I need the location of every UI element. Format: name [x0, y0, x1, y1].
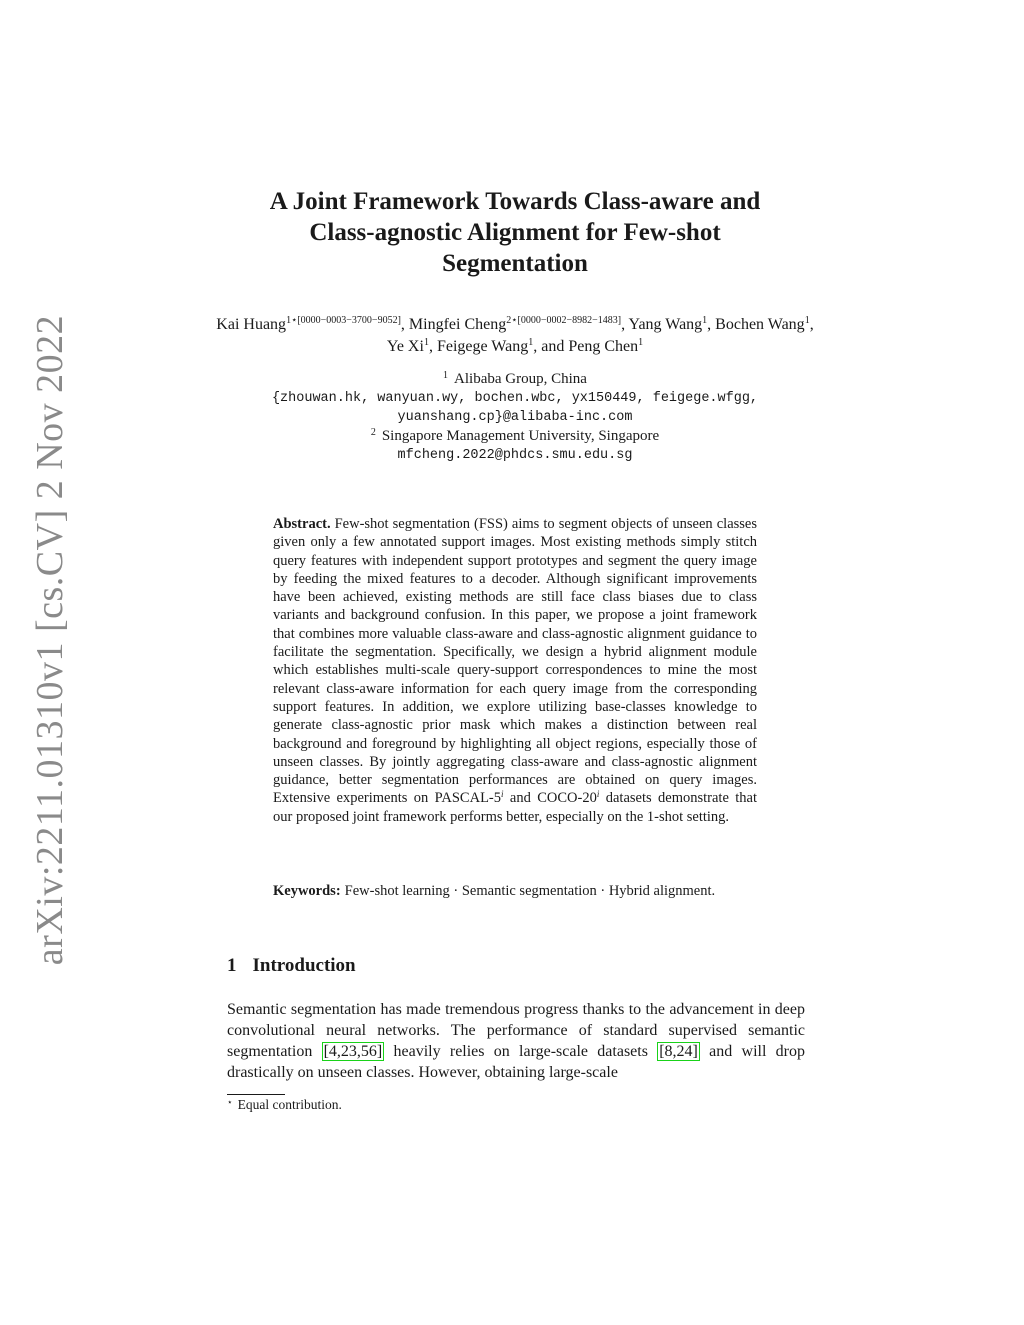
- arxiv-identifier-stamp: arXiv:2211.01310v1 [cs.CV] 2 Nov 2022: [29, 314, 71, 966]
- affiliations: [215, 370, 815, 465]
- section-title: Introduction: [252, 955, 356, 976]
- footnote-rule: [227, 1094, 285, 1095]
- affiliation-emails: {zhouwan.hk, wanyuan.wy, bochen.wbc, yx150449, feigege.wfgg,: [271, 391, 759, 406]
- keywords-text: Few-shot learning · Semantic segmentation · Hybrid alignment.: [344, 883, 716, 899]
- superscript-i: i: [596, 789, 600, 800]
- author-superscript: 1⋆[0000−0003−3700−9052]: [286, 315, 401, 326]
- affiliation-emails: yuanshang.cp}@alibaba-inc.com: [397, 410, 633, 425]
- author-name: Bochen Wang: [715, 316, 805, 333]
- affiliation-mark: 2: [370, 427, 376, 438]
- abstract-text: Few-shot segmentation (FSS) aims to segment objects of unseen classes given only a few annotated support images. Most existing methods simply stitch query features with independent support prototypes and segment the query image by feeding the mixed features to a decoder. Although significant improvements have been achieved, existing methods are still face class biases due to class variants and background confusion. In this paper, we propose a joint framework that combines more valuable class-aware and class-agnostic alignment guidance to facilitate the segmentation. Specifically, we design a hybrid alignment module which establishes multi-scale query-support correspondences to mine the most relevant class-aware information for each query image from the corresponding support features. In addition, we explore utilizing base-classes knowledge to generate class-agnostic prior mask which makes a distinction between real background and foreground by highlighting all object regions, especially those of unseen classes. By jointly aggregating class-aware and class-agnostic alignment guidance, better segmentation performances are obtained on query images. Extensive experiments on PASCAL-5: [273, 516, 757, 807]
- author-superscript: 1: [804, 315, 810, 326]
- keywords: [273, 882, 757, 900]
- author-list: Kai Huang$^{1⋆[0000-0003-3700-9052]}$, Mingfei Cheng$^{2⋆[0000-0002-8982-1483]}$, Yang Wang$^1$, Bochen Wang$^1$, Ye Xi$^1$, Feigege Wang$^1$, and Peng Chen$^1$: [216, 315, 814, 355]
- author-superscript: 1: [423, 337, 429, 348]
- title-line: Class-agnostic Alignment for Few-shot: [309, 219, 721, 246]
- author-name: Kai Huang: [216, 316, 287, 333]
- abstract: [273, 515, 757, 826]
- intro-text: Semantic segmentation has made tremendous progress thanks to the advancement in deep convolutional neural networks. The performance of standard supervised semantic segmentation: [227, 1001, 805, 1060]
- superscript-i: i: [501, 789, 504, 800]
- affiliation-name: Singapore Management University, Singapore: [381, 428, 660, 444]
- author-name: Yang Wang: [628, 316, 703, 333]
- citation-link[interactable]: [4,23,56]: [323, 1043, 383, 1060]
- author-conjunction: and: [541, 338, 565, 355]
- footnote: [227, 1097, 342, 1113]
- keywords-label: Keywords:: [273, 883, 341, 899]
- affiliation-email: mfcheng.2022@phdcs.smu.edu.sg: [397, 448, 633, 463]
- footnote-mark: ⋆: [227, 1097, 233, 1107]
- abstract-label: Abstract.: [273, 516, 331, 532]
- author-name: Peng Chen: [568, 338, 639, 355]
- title-line: Segmentation: [442, 250, 588, 277]
- affiliation-mark: 1: [443, 370, 449, 381]
- intro-paragraph: [227, 999, 805, 1083]
- section-heading: [227, 955, 356, 977]
- affiliation-2: [215, 427, 815, 446]
- paper-title: [200, 186, 830, 279]
- citation-link[interactable]: [8,24]: [659, 1043, 698, 1060]
- author-superscript: 1: [702, 315, 708, 326]
- title-line: A Joint Framework Towards Class-aware and: [269, 188, 761, 215]
- affiliation-name: Alibaba Group, China: [454, 371, 587, 387]
- author-name: Feigege Wang: [436, 338, 529, 355]
- author-superscript: 1: [528, 337, 534, 348]
- author-name: Ye Xi: [386, 338, 424, 355]
- abstract-text: and COCO-20: [503, 790, 597, 807]
- intro-text: and will drop drastically on unseen classes. However, obtaining large-scale: [227, 1043, 805, 1081]
- abstract-text: datasets demonstrate that our proposed joint framework performs better, especially on the 1-shot setting.: [273, 790, 757, 825]
- author-superscript: 1: [638, 337, 644, 348]
- author-superscript: 2⋆[0000−0002−8982−1483]: [506, 315, 622, 326]
- affiliation-1: [215, 370, 815, 389]
- intro-text: heavily relies on large-scale datasets: [384, 1043, 658, 1060]
- section-number: 1: [227, 955, 237, 976]
- footnote-text: Equal contribution.: [237, 1097, 342, 1112]
- author-name: Mingfei Cheng: [408, 316, 507, 333]
